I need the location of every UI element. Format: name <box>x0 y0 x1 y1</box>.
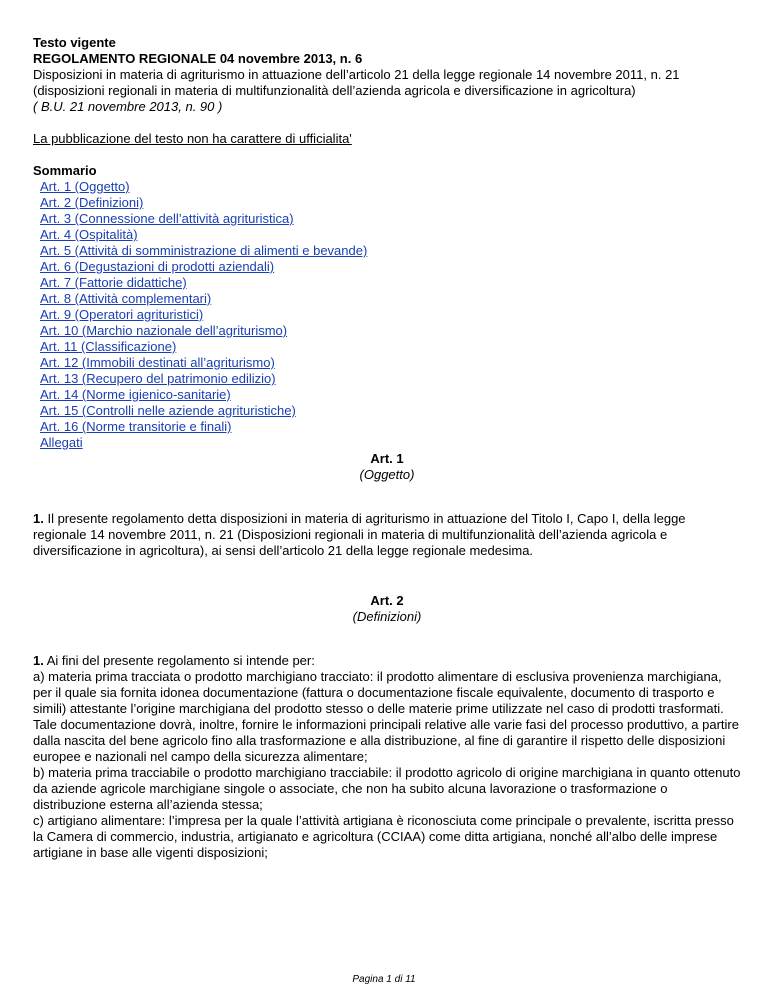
summary-link[interactable]: Art. 11 (Classificazione) <box>40 339 177 354</box>
summary-item <box>33 291 741 307</box>
definition-item-c: c) artigiano alimentare: l’impresa per la quale l’attività artigiana è riconosciuta come principale o prevalente, iscritta presso la Camera di commercio, industria, artigianato e agricoltura (CCIAA) come ditta artigiana, nonché all’albo delle imprese artigiane in base alle vigenti disposizioni; <box>33 813 734 860</box>
summary-item <box>33 195 741 211</box>
summary-item <box>33 371 741 387</box>
art2-paragraph <box>33 653 741 669</box>
bulletin-reference: ( B.U. 21 novembre 2013, n. 90 ) <box>33 99 223 114</box>
summary-item <box>33 227 741 243</box>
art2-number: Art. 2 <box>370 593 404 608</box>
summary-link[interactable]: Art. 15 (Controlli nelle aziende agrituristiche) <box>40 403 296 418</box>
summary-item <box>33 419 741 435</box>
summary-item <box>33 243 741 259</box>
art1-paragraph <box>33 511 741 559</box>
definition-item-b: b) materia prima tracciabile o prodotto marchigiano tracciabile: il prodotto agricolo di origine marchigiana in quanto ottenuto da aziende agricole marchigiane singole o associate, che non ha subito alcuna lavorazione o trasformazione o distribuzione esterna all’azienda stessa; <box>33 765 741 812</box>
summary-link[interactable]: Art. 12 (Immobili destinati all’agriturismo) <box>40 355 275 370</box>
summary-link[interactable]: Art. 9 (Operatori agrituristici) <box>40 307 204 322</box>
art2-heading: (Definizioni) <box>352 609 422 624</box>
document-page <box>33 35 741 861</box>
summary-item <box>33 387 741 403</box>
definition-item-a: a) materia prima tracciata o prodotto marchigiano tracciato: il prodotto alimentare di esclusiva provenienza marchigiana, per il quale sia fornita idonea documentazione (fattura o documentazione fiscale equivalente, documento di trasporto e simili) attestante l’origine marchigiana del prodotto stesso o delle materie prime utilizzate nel caso di prodotti trasformati. Tale documentazione dovrà, inoltre, fornire le informazioni principali relative alle varie fasi del processo produttivo, a partire dalla nascita del bene agricolo fino alla trasformazione e alla distribuzione, al fine di garantire il rispetto delle disposizioni europee e nazionali nel campo della sicurezza alimentare; <box>33 669 739 764</box>
summary-item <box>33 355 741 371</box>
summary-item <box>33 435 741 451</box>
summary-link[interactable]: Allegati <box>40 435 83 450</box>
summary-link[interactable]: Art. 8 (Attività complementari) <box>40 291 212 306</box>
summary-item <box>33 307 741 323</box>
art1-number: Art. 1 <box>370 451 404 466</box>
summary-item <box>33 211 741 227</box>
summary-link[interactable]: Art. 1 (Oggetto) <box>40 179 130 194</box>
regulation-subtitle: Disposizioni in materia di agriturismo in attuazione dell’articolo 21 della legge regionale 14 novembre 2011, n. 21 (disposizioni regionali in materia di multifunzionalità dell’azienda agricola e diversificazione in agricoltura) <box>33 67 680 98</box>
summary-link[interactable]: Art. 2 (Definizioni) <box>40 195 144 210</box>
summary-link[interactable]: Art. 13 (Recupero del patrimonio edilizio) <box>40 371 276 386</box>
disclaimer: La pubblicazione del testo non ha carattere di ufficialita' <box>33 131 352 146</box>
art2-para-number: 1. <box>33 653 44 668</box>
summary-link[interactable]: Art. 6 (Degustazioni di prodotti aziendali) <box>40 259 275 274</box>
summary-heading: Sommario <box>33 163 97 178</box>
summary-link[interactable]: Art. 4 (Ospitalità) <box>40 227 138 242</box>
summary-item <box>33 323 741 339</box>
page-footer: Pagina 1 di 11 <box>352 974 416 985</box>
summary-link[interactable]: Art. 16 (Norme transitorie e finali) <box>40 419 232 434</box>
summary-link[interactable]: Art. 5 (Attività di somministrazione di alimenti e bevande) <box>40 243 368 258</box>
summary-list <box>33 179 741 451</box>
regulation-title: REGOLAMENTO REGIONALE 04 novembre 2013, n. 6 <box>33 51 363 66</box>
art1-heading: (Oggetto) <box>359 467 415 482</box>
art1-para-text: Il presente regolamento detta disposizioni in materia di agriturismo in attuazione del Titolo I, Capo I, della legge regionale 14 novembre 2011, n. 21 (Disposizioni regionali in materia di multifunzionalità dell’azienda agricola e diversificazione in agricoltura), ai sensi dell’articolo 21 della legge regionale medesima. <box>33 511 686 558</box>
summary-link[interactable]: Art. 7 (Fattorie didattiche) <box>40 275 187 290</box>
summary-item <box>33 403 741 419</box>
status-label: Testo vigente <box>33 35 116 50</box>
summary-item <box>33 339 741 355</box>
summary-item <box>33 259 741 275</box>
art2-para-text: Ai fini del presente regolamento si intende per: <box>43 653 315 668</box>
summary-item <box>33 179 741 195</box>
summary-item <box>33 275 741 291</box>
summary-link[interactable]: Art. 10 (Marchio nazionale dell’agriturismo) <box>40 323 288 338</box>
summary-link[interactable]: Art. 3 (Connessione dell’attività agrituristica) <box>40 211 294 226</box>
summary-link[interactable]: Art. 14 (Norme igienico-sanitarie) <box>40 387 231 402</box>
art1-para-number: 1. <box>33 511 44 526</box>
